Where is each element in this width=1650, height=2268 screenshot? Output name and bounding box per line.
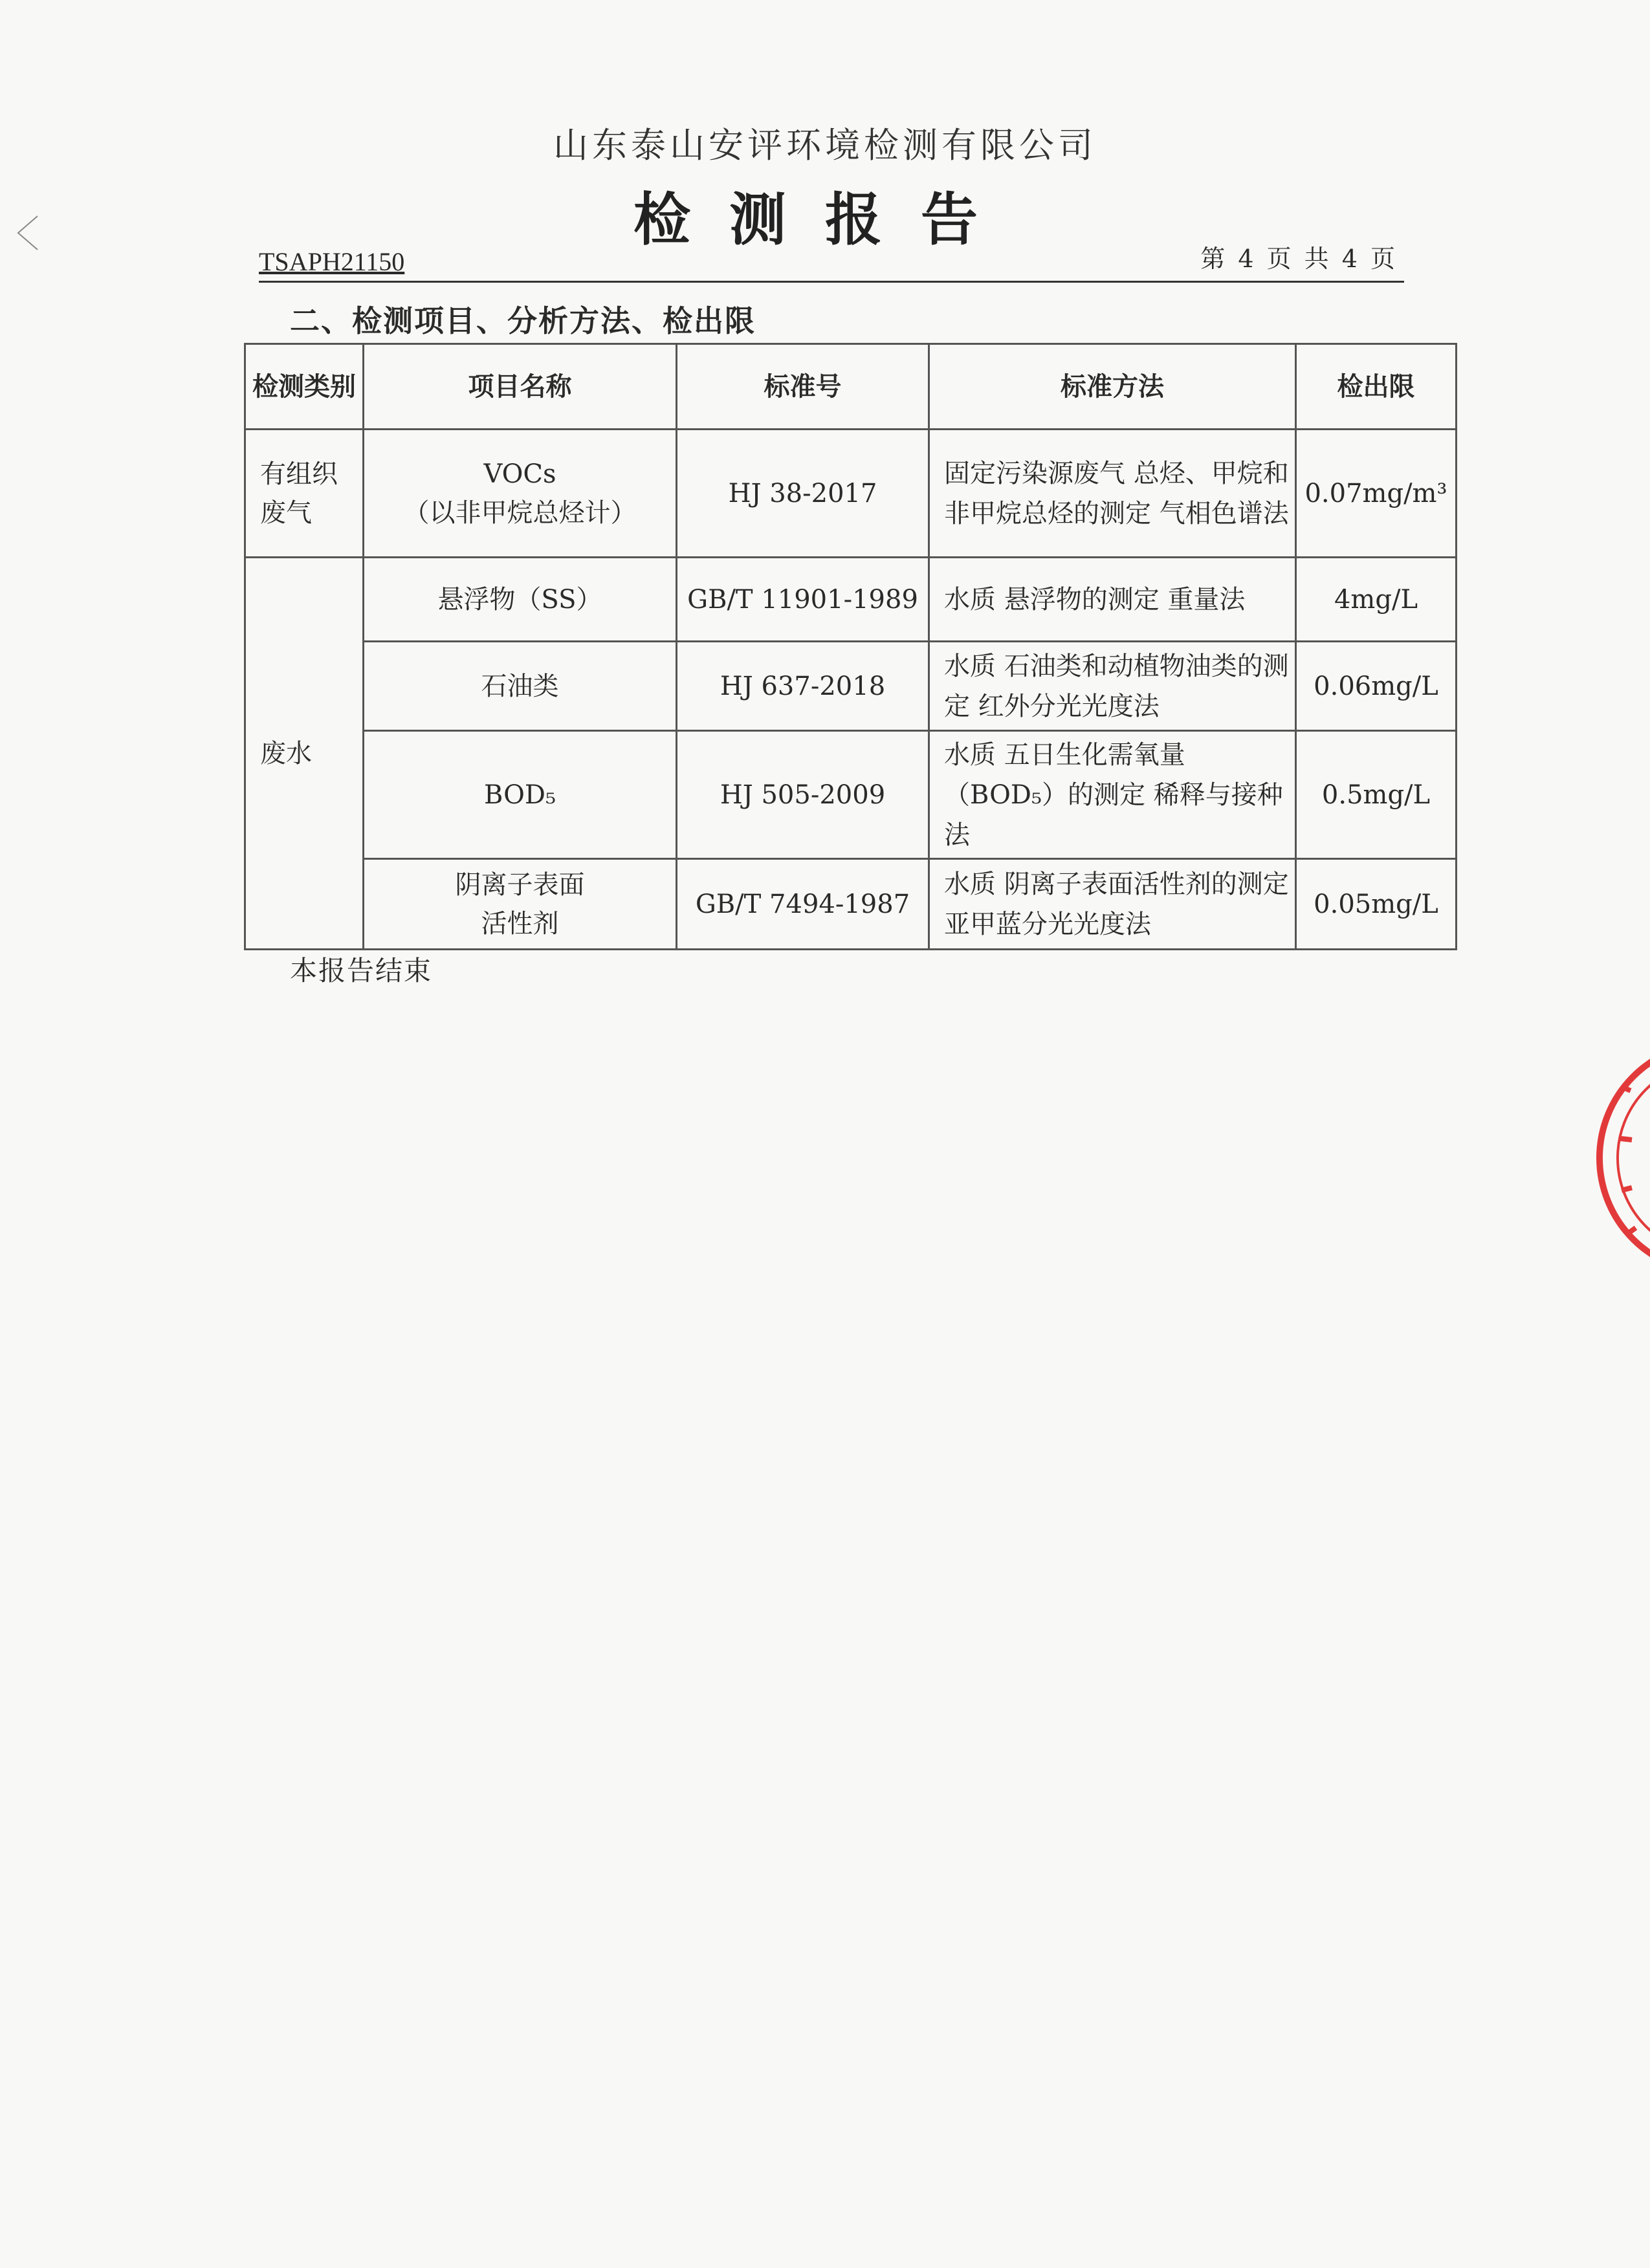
- method-cell: 水质 悬浮物的测定 重量法: [929, 558, 1296, 642]
- standard-no-cell: GB/T 11901-1989: [677, 558, 929, 642]
- limit-cell: 4mg/L: [1296, 558, 1457, 642]
- limit-cell: 0.06mg/L: [1296, 642, 1457, 731]
- page-info: 第 4 页 共 4 页: [1200, 245, 1398, 273]
- header-category: 检测类别: [245, 344, 364, 430]
- method-cell: 固定污染源废气 总烃、甲烷和非甲烷总烃的测定 气相色谱法: [929, 430, 1296, 558]
- category-cell: 有组织废气: [245, 430, 364, 558]
- table-row: [245, 558, 1457, 642]
- standard-no-cell: HJ 505-2009: [677, 731, 929, 859]
- item-cell: [364, 430, 677, 558]
- standard-no-cell: HJ 38-2017: [677, 430, 929, 558]
- category-cell: 废水: [245, 558, 364, 950]
- item-cell: [364, 859, 677, 950]
- limit-cell: 0.07mg/m³: [1296, 430, 1457, 558]
- detection-table: [244, 343, 1457, 950]
- item-name: VOCs: [483, 459, 556, 489]
- method-cell: 水质 阴离子表面活性剂的测定 亚甲蓝分光光度法: [929, 859, 1296, 950]
- table-row: [245, 859, 1457, 950]
- report-number: TSAPH21150: [259, 247, 405, 276]
- table-row: [245, 642, 1457, 731]
- limit-cell: 0.05mg/L: [1296, 859, 1457, 950]
- company-name: 山东泰山安评环境检测有限公司: [553, 125, 1097, 166]
- report-header-bar: [259, 239, 1404, 283]
- standard-no-cell: GB/T 7494-1987: [677, 859, 929, 950]
- limit-cell: 0.5mg/L: [1296, 731, 1457, 859]
- section-title: 二、检测项目、分析方法、检出限: [290, 303, 756, 338]
- header-standard-no: 标准号: [677, 344, 929, 430]
- table-header-row: [245, 344, 1457, 430]
- header-method: 标准方法: [929, 344, 1296, 430]
- item-subname: 活性剂: [481, 908, 559, 939]
- item-name: 阴离子表面: [455, 869, 585, 900]
- header-item: 项目名称: [364, 344, 677, 430]
- red-seal-stamp-icon: [1592, 1029, 1650, 1287]
- item-subname: （以非甲烷总烃计）: [403, 497, 637, 528]
- standard-no-cell: HJ 637-2018: [677, 642, 929, 731]
- method-cell: 水质 五日生化需氧量（BOD₅）的测定 稀释与接种法: [929, 731, 1296, 859]
- item-cell: BOD₅: [364, 731, 677, 859]
- table-row: [245, 731, 1457, 859]
- header-limit: 检出限: [1296, 344, 1457, 430]
- item-cell: 悬浮物（SS）: [364, 558, 677, 642]
- method-cell: 水质 石油类和动植物油类的测定 红外分光光度法: [929, 642, 1296, 731]
- report-title: 检测报告: [633, 186, 1017, 253]
- report-end-text: 本报告结束: [290, 955, 433, 987]
- item-cell: 石油类: [364, 642, 677, 731]
- table-row: [245, 430, 1457, 558]
